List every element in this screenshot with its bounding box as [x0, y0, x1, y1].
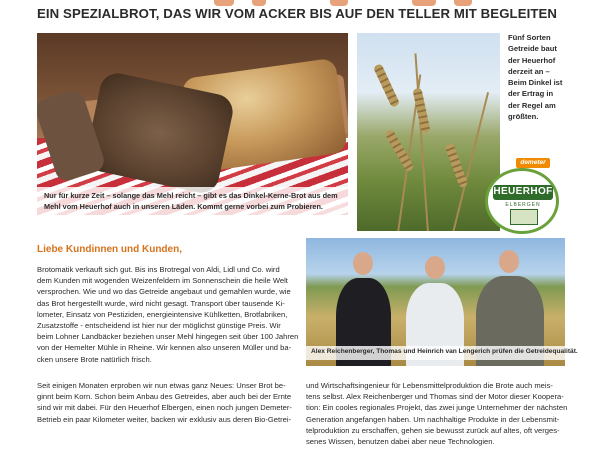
side-note — [508, 32, 588, 122]
body-line: beim Lohner Landbäcker beziehen unser Mehl hingegen seit über 100 Jahren — [37, 332, 299, 342]
body-line: und Wirtschaftsingenieur für Lebensmittelproduktion die Brote auch meis- — [306, 381, 553, 390]
body-line: dem Kunden mit wogenden Weizenfeldern im Sonnenschein die heile Welt — [37, 276, 288, 286]
body-line: versprochen. Wie und wo das Getreide angebaut und gemahlen wurde, wie — [37, 287, 291, 297]
side-note-line: der Ertrag in — [508, 89, 554, 99]
body-line: cken unsere Brote natürlich frisch. — [37, 354, 152, 364]
grain-photo — [357, 33, 500, 231]
body-column-2 — [306, 380, 568, 447]
side-note-line: der Regel am — [508, 100, 556, 110]
body-line: tens selbst. Alex Reichenberger und Thomas sind der Motor dieser Koopera- — [306, 392, 564, 402]
body-line: von der Hemelter Mühle in Rheine. Wir kennen also unseren Müller und ba- — [37, 343, 292, 353]
side-note-line: Getreide baut — [508, 44, 557, 54]
body-line: lometer, Einsatz von Pestiziden, energieintensive Kühlketten, Brotfabriken, — [37, 309, 288, 319]
bread-caption — [44, 190, 344, 212]
body-line: Generation angefangen haben. Um nachhaltige Produkte in der Lebensmit- — [306, 414, 560, 424]
farmers-caption: Alex Reichenberger, Thomas und Heinrich van Lengerich prüfen die Getreidequalität. — [311, 348, 578, 355]
body-line: Betrieb ein paar Kilometer weiter, backen wir exklusiv aus deren Bio-Getrei- — [37, 414, 292, 424]
body-line: sind wir mit dabei. Für den Heuerhof Elbergen, einen noch jungen Demeter- — [37, 403, 292, 413]
body-line: Seit einigen Monaten erproben wir nun etwas ganz Neues: Unser Brot be- — [37, 381, 286, 390]
side-note-line: Beim Dinkel ist — [508, 78, 563, 88]
side-note-line: derzeit an – — [508, 66, 550, 76]
bread-caption-line: Nur für kurze Zeit – solange das Mehl reicht – gibt es das Dinkel-Kerne-Brot aus dem — [44, 191, 338, 200]
side-note-line: größten. — [508, 112, 539, 122]
heuerhof-logo — [485, 168, 559, 234]
side-note-line: Fünf Sorten — [508, 33, 551, 42]
body-line: das Brot hergestellt wurde, wird nicht gesagt. Transport über tausende Ki- — [37, 298, 285, 308]
body-column-1-part-2 — [37, 380, 299, 425]
logo-name: HEUERHOF — [493, 186, 553, 197]
body-line: telproduktion zu erschaffen, gehen sie bewusst zurück auf altes, oft verges- — [306, 425, 560, 435]
greeting-heading: Liebe Kundinnen und Kunden, — [37, 244, 182, 255]
body-line: tion: Ein cooles regionales Projekt, das zwei junge Unternehmer der nächsten — [306, 403, 568, 413]
article-subtitle: EIN SPEZIALBROT, DAS WIR VOM ACKER BIS AUF DEN TELLER MIT BEGLEITEN — [37, 6, 558, 21]
body-line: senes Wissen, benutzen dabei aber neue Technologien. — [306, 437, 495, 447]
bread-caption-line: Mehl vom Heuerhof auch in unseren Läden. Kommt gerne vorbei zum Probieren. — [44, 202, 323, 211]
demeter-label: demeter — [520, 159, 546, 166]
logo-subtitle: ELBERGEN — [505, 202, 541, 208]
body-line: Zusatzstoffe - entscheidend ist hier nur der möglichst günstige Preis. Wir — [37, 321, 281, 331]
body-line: ginnt beim Korn. Schon beim Anbau des Getreides, aber auch bei der Ernte — [37, 392, 292, 402]
body-line: Brotomatik verkauft sich gut. Bis ins Brotregal von Aldi, Lidl und Co. wird — [37, 265, 280, 274]
barn-icon — [510, 209, 538, 225]
side-note-line: der Heuerhof — [508, 55, 556, 65]
body-column-1 — [37, 264, 299, 365]
demeter-badge — [516, 158, 550, 168]
